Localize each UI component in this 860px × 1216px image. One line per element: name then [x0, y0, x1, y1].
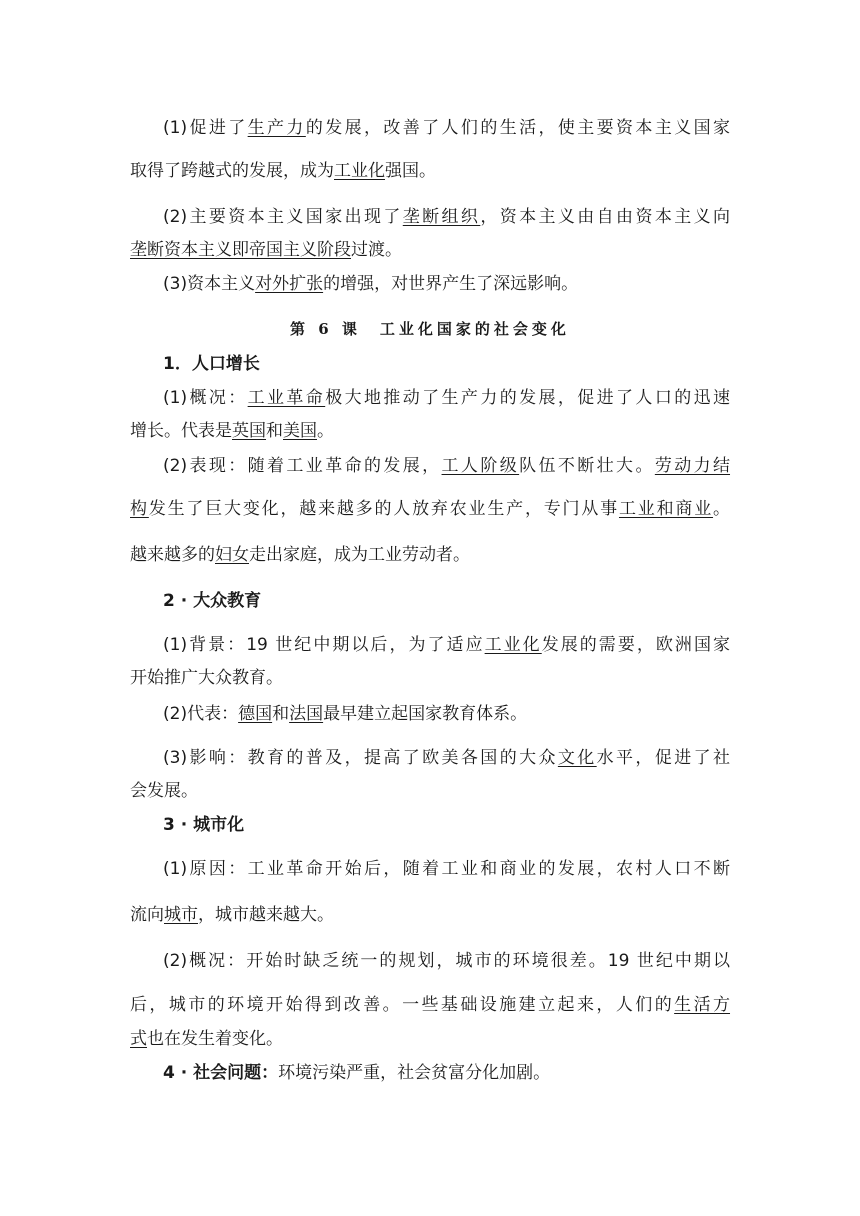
text-segment: 2 · 大众教育	[163, 591, 262, 611]
text-segment: (1)背景：19 世纪中期以后，为了适应	[163, 635, 485, 655]
text-line	[163, 116, 730, 140]
text-segment: (1)概况：	[163, 388, 248, 408]
text-segment: 的增强，对世界产生了深远影响。	[323, 274, 579, 294]
lesson-title: 第 6 课 工业化国家的社会变化	[290, 320, 570, 338]
text-line	[163, 813, 730, 837]
text-segment: 3 · 城市化	[163, 815, 245, 835]
text-segment: 和	[272, 704, 290, 724]
text-segment: 走出家庭，成为工业劳动者。	[249, 545, 470, 565]
text-segment: 极大地推动了生产力的发展，促进了人口的迅速	[325, 388, 730, 408]
text-segment: 发生了巨大变化，越来越多的人放弃农业生产，专门从事	[148, 499, 619, 519]
text-segment: 的发展，改善了人们的生活，使主要资本主义国家	[305, 118, 730, 138]
text-segment: (3)资本主义	[163, 274, 256, 294]
underlined-keyword: 垄断资本主义即帝国主义阶段	[130, 240, 351, 260]
text-line	[130, 993, 730, 1017]
text-line	[163, 1061, 730, 1085]
text-segment: 增长。代表是	[130, 421, 232, 441]
text-segment: (2)代表：	[163, 704, 239, 724]
text-segment: 过渡。	[351, 240, 402, 260]
text-segment: (2)表现：随着工业革命的发展，	[163, 456, 442, 476]
text-segment: (1)原因：工业革命开始后，随着工业和商业的发展，农村人口不断	[163, 859, 730, 879]
text-segment: 发展的需要，欧洲国家	[541, 635, 730, 655]
text-line	[130, 903, 730, 927]
underlined-keyword: 妇女	[215, 545, 249, 565]
text-segment: 取得了跨越式的发展，成为	[130, 161, 334, 181]
text-segment: 开始推广大众教育。	[130, 668, 283, 688]
underlined-keyword: 美国	[283, 421, 317, 441]
text-segment: 水平，促进了社	[596, 748, 730, 768]
text-segment: 。	[317, 421, 334, 441]
text-line	[163, 272, 730, 296]
underlined-keyword: 德国	[238, 704, 273, 724]
text-line	[130, 666, 730, 690]
text-segment: ，资本主义由自由资本主义向	[480, 207, 731, 227]
text-line	[130, 159, 730, 183]
underlined-keyword: 英国	[232, 421, 266, 441]
text-line	[130, 419, 730, 443]
text-segment: 也在发生着变化。	[147, 1029, 283, 1049]
underlined-keyword: 垄断组织	[402, 207, 481, 227]
text-line	[163, 702, 730, 726]
text-line	[163, 633, 730, 657]
text-segment: (1)促进了	[163, 118, 248, 138]
underlined-keyword: 工业革命	[247, 388, 326, 408]
underlined-keyword: 法国	[289, 704, 324, 724]
underlined-keyword: 劳动力结	[654, 456, 731, 476]
text-segment: 。	[713, 499, 731, 519]
text-line	[163, 386, 730, 410]
text-segment: 强国。	[385, 161, 436, 181]
underlined-keyword: 工业和商业	[618, 499, 714, 519]
text-segment: 会发展。	[130, 781, 198, 801]
text-segment: 最早建立起国家教育体系。	[323, 704, 528, 724]
underlined-keyword: 式	[130, 1029, 147, 1049]
text-line	[163, 205, 730, 229]
text-line	[130, 497, 730, 521]
text-line	[163, 454, 730, 478]
text-segment: 流向	[130, 905, 164, 925]
text-segment: 和	[266, 421, 283, 441]
underlined-keyword: 工业化	[334, 161, 385, 181]
text-segment: 队伍不断壮大。	[519, 456, 655, 476]
text-line	[163, 857, 730, 881]
text-line	[130, 238, 730, 262]
underlined-keyword: 对外扩张	[255, 274, 324, 294]
text-segment: 1．人口增长	[163, 354, 260, 374]
underlined-keyword: 工人阶级	[441, 456, 520, 476]
underlined-keyword: 文化	[557, 748, 597, 768]
underlined-keyword: 生活方	[674, 995, 731, 1015]
text-line	[130, 779, 730, 803]
underlined-keyword: 城市	[164, 905, 198, 925]
text-segment: (2)概况：开始时缺乏统一的规划，城市的环境很差。19 世纪中期以	[163, 951, 730, 971]
text-line	[163, 949, 730, 973]
underlined-keyword: 工业化	[484, 635, 542, 655]
text-segment: ，城市越来越大。	[198, 905, 334, 925]
text-segment: 4 · 社会问题：	[163, 1063, 279, 1083]
underlined-keyword: 构	[130, 499, 149, 519]
text-segment: 越来越多的	[130, 545, 215, 565]
text-line	[163, 746, 730, 770]
text-line	[130, 1027, 730, 1051]
text-segment: 环境污染严重，社会贫富分化加剧。	[278, 1063, 551, 1083]
text-line	[163, 589, 730, 613]
text-line	[130, 543, 730, 567]
underlined-keyword: 生产力	[247, 118, 306, 138]
text-segment: 后，城市的环境开始得到改善。一些基础设施建立起来，人们的	[130, 995, 675, 1015]
text-segment: (2)主要资本主义国家出现了	[163, 207, 403, 227]
text-line	[163, 352, 730, 376]
text-segment: (3)影响：教育的普及，提高了欧美各国的大众	[163, 748, 558, 768]
